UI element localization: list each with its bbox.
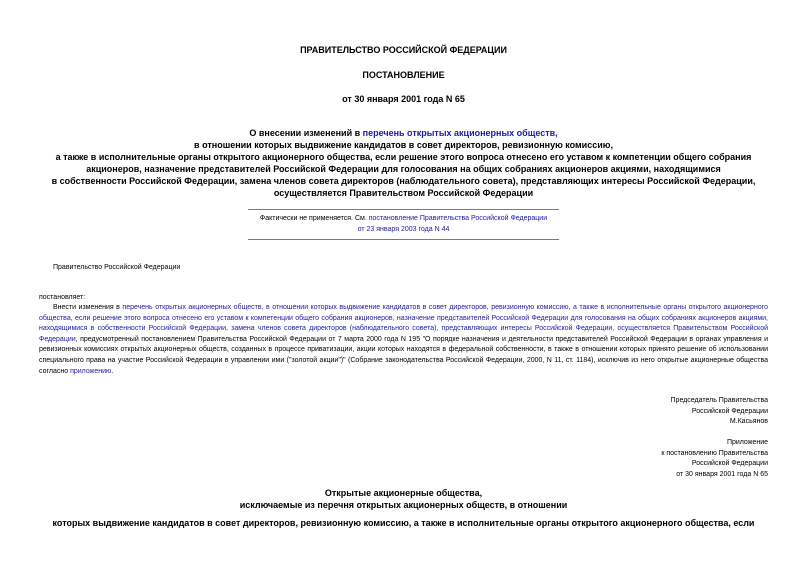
note-bottom-divider [248,239,559,240]
appendix-title-line-3: которых выдвижение кандидатов в совет директоров, ревизионную комиссию, а также в исполнительные органы открытого акционерного общества, если [52,518,755,528]
note-prefix: Фактически не применяется. См. [259,215,369,222]
appendix-title [0,487,807,511]
appendix-title-line-1: Открытые акционерные общества, [324,488,483,498]
signature-country: Российской Федерации [691,407,768,415]
main-paragraph [39,303,768,377]
paragraph-end: . [111,367,114,375]
title-line-1 [0,127,807,139]
title-list-link[interactable]: перечень открытых акционерных обществ, [362,128,558,138]
issuer-text: Правительство Российской Федерации [53,264,181,271]
appendix-title-line-2: исключаемые из перечня открытых акционерных обществ, в отношении [239,500,568,510]
note-decree-date-link[interactable]: от 23 января 2003 года N 44 [357,225,450,233]
signature-block [568,396,768,428]
document-title [0,127,807,199]
appendix-header [568,438,768,480]
applicability-note [248,214,559,235]
note-top-divider [248,209,559,210]
title-line-2: в отношении которых выдвижение кандидатов в совет директоров, ревизионную комиссию, [194,140,613,150]
appendix-ref-line-2: к постановлению Правительства [661,449,768,457]
appendix-ref-line-3: Российской Федерации [691,460,768,467]
signature-position: Председатель Правительства [670,397,768,404]
decides-text: постановляет: [39,294,86,301]
title-line-4: акционеров, назначение представителей Российской Федерации для голосования на общих собраниях акционеров акциями, находящимися [86,164,721,174]
note-decree-link[interactable]: постановление Правительства Российской Федерации [368,215,548,222]
document-type: ПОСТАНОВЛЕНИЕ [362,70,445,80]
paragraph-middle: , предусмотренный постановлением Правительства Российской Федерации от 7 марта 2000 года N 195 "О порядке назначения и деятельности представителей Российской Федерации в органах управления и ревизионных комиссиях открытых акционерных обществ, созданных в процессе приватизации, акции которых находятся в федеральной собственности, в также в отношении которых принято решение об использовании специального права на участие Российской Федерации в управлении ими ("золотой акции")" (Собрание законодательства Российской Федерации, 2000, N 11, ст. 1184), исключив из него открытые акционерные общества согласно [39,335,768,375]
appendix-link[interactable]: приложению [70,367,112,375]
appendix-ref-line-4: от 30 января 2001 года N 65 [676,470,768,478]
paragraph-list-link[interactable]: перечень открытых акционерных обществ, в отношении которых выдвижение кандидатов в совет директоров, ревизионную комиссию, а также в исполнительные органы открытого акционерного общества, если решение этого вопроса отнесено его уставом к компетенции общего собрания акционеров, назначение представителей Российской Федерации для голосования на общих собраниях акционеров акциями, находящимися в собственности Российской Федерации, замена членов совета директоров (наблюдательного совета), представляющих интересы Российской Федерации, осуществляется Правительством Российской Федерации [39,304,769,343]
title-line-3: а также в исполнительные органы открытого акционерного общества, если решение этого вопроса отнесено его уставом к компетенции общего собрания [55,152,752,162]
title-line-6: осуществляется Правительством Российской Федерации [273,188,534,198]
signature-name: М.Касьянов [729,418,768,425]
document-date-number: от 30 января 2001 года N 65 [342,94,465,104]
title-line-5: в собственности Российской Федерации, замена членов совета директоров (наблюдательного совета), представляющих интересы Российской Федерации, [51,176,756,186]
appendix-label: Приложение [726,439,768,446]
title-prefix: О внесении изменений в [249,128,363,138]
paragraph-start: Внести изменения в [53,304,123,311]
government-name: ПРАВИТЕЛЬСТВО РОССИЙСКОЙ ФЕДЕРАЦИИ [300,45,507,55]
